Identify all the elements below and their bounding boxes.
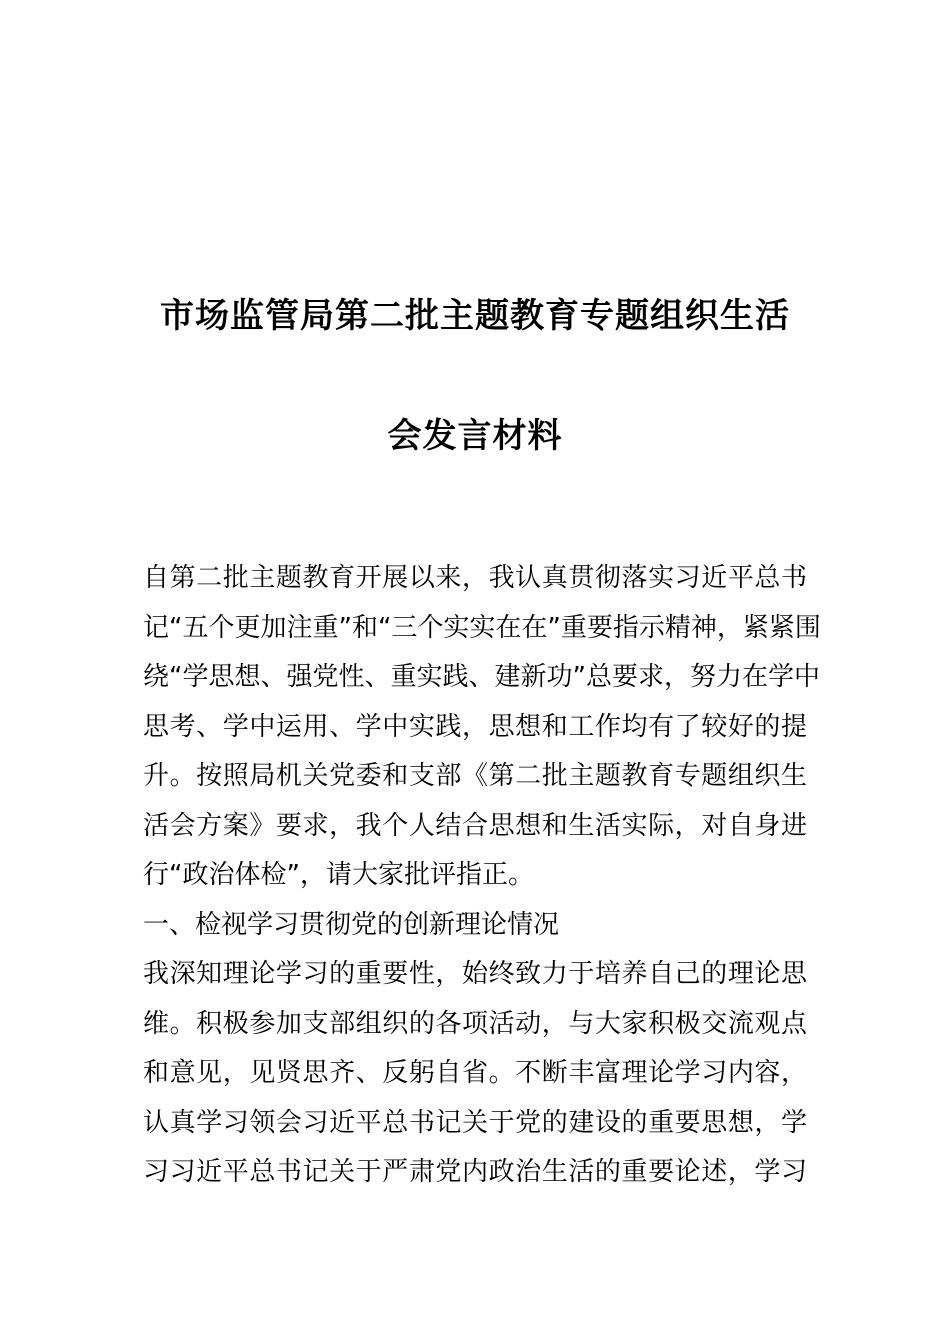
- body-line: 认真学习领会习近平总书记关于党的建设的重要思想，学: [143, 1108, 807, 1138]
- body-line: 行“政治体检”，请大家批评指正。: [143, 860, 534, 890]
- body-line: 和意见，见贤思齐、反躬自省。不断丰富理论学习内容，: [143, 1058, 807, 1088]
- section-heading: 一、检视学习贯彻党的创新理论情况: [143, 910, 560, 940]
- body-line: 维。积极参加支部组织的各项活动，与大家积极交流观点: [143, 1009, 807, 1039]
- body-line: 思考、学中运用、学中实践，思想和工作均有了较好的提: [143, 712, 807, 742]
- body-line: 自第二批主题教育开展以来，我认真贯彻落实习近平总书: [143, 563, 807, 593]
- body-line: 绕“学思想、强党性、重实践、建新功”总要求，努力在学中: [143, 662, 820, 692]
- body-line: 记“五个更加注重”和“三个实实在在”重要指示精神，紧紧围: [143, 613, 821, 643]
- document-title-line-1: 市场监管局第二批主题教育专题组织生活: [160, 296, 790, 336]
- body-line: 习习近平总书记关于严肃党内政治生活的重要论述，学习: [143, 1157, 807, 1187]
- body-line: 活会方案》要求，我个人结合思想和生活实际，对自身进: [143, 811, 807, 841]
- document-title-line-2: 会发言材料: [387, 416, 563, 456]
- body-line: 升。按照局机关党委和支部《第二批主题教育专题组织生: [143, 761, 807, 791]
- body-line: 我深知理论学习的重要性，始终致力于培养自己的理论思: [143, 959, 807, 989]
